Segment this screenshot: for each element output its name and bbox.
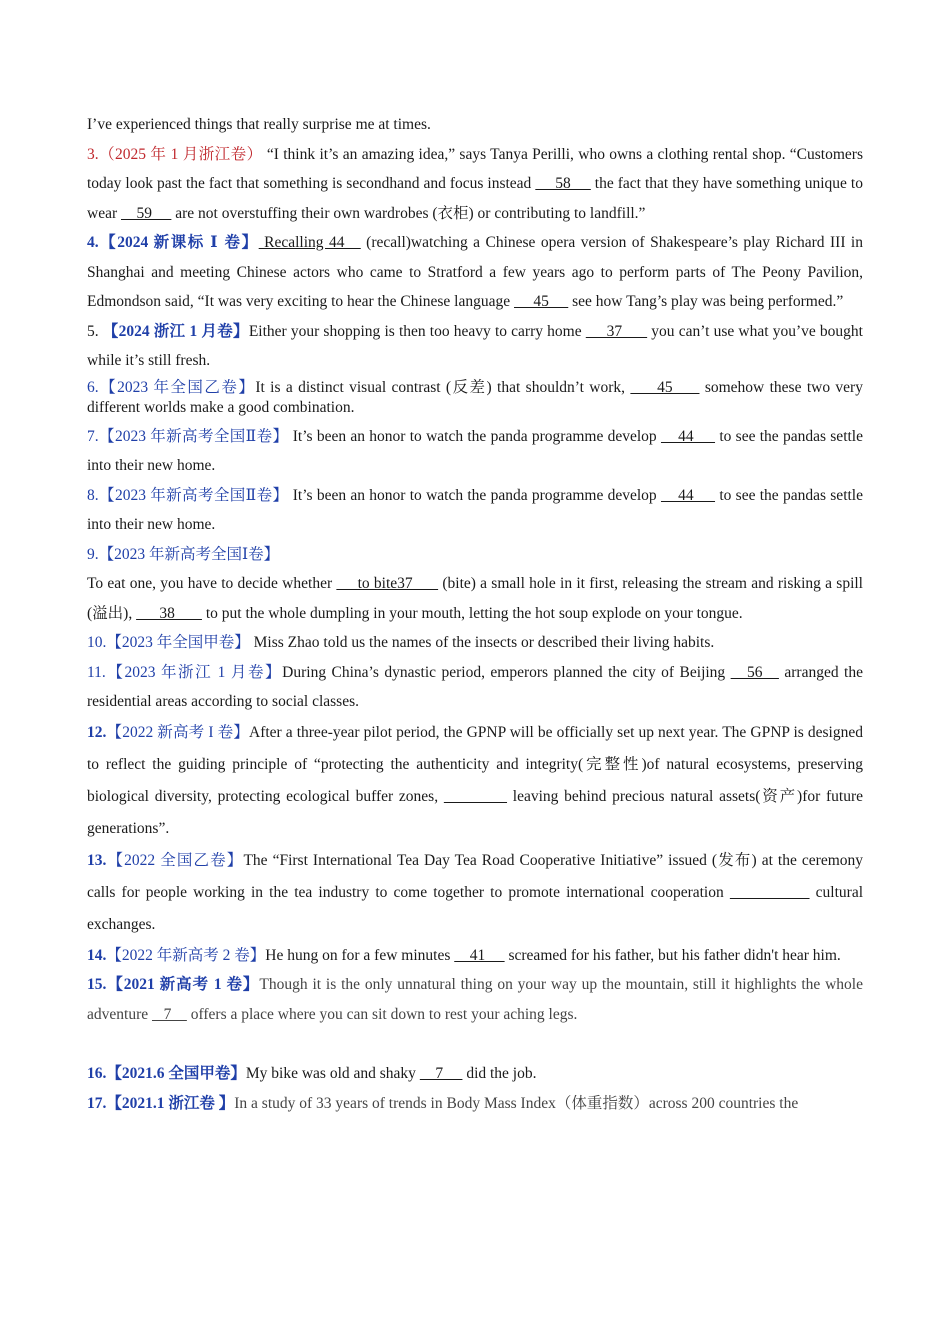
answer-blank: 45 — [514, 293, 569, 310]
question-17: 17.【2021.1 浙江卷 】In a study of 33 years of trends in Body Mass Index（体重指数）across 200 countries the — [87, 1094, 799, 1112]
question-9-body: To eat one, you have to decide whether to bite37 (bite) a small hole in it first, releasing the stream and risking a spill (溢出), 38 to put the whole dumpling in your mouth, letting the hot soup explode on your tongue. — [87, 575, 863, 622]
question-number: 17. — [87, 1094, 107, 1112]
question-9-heading — [87, 540, 863, 570]
question-number: 10. — [87, 634, 107, 651]
source-label: （2025 年 1 月浙江卷） — [98, 145, 263, 163]
source-label: 【2023 年新高考全国Ⅰ卷】 — [98, 545, 280, 563]
source-label: 【2022 年新高考 2 卷】 — [106, 946, 266, 964]
question-number: 7. — [87, 427, 99, 445]
source-label: 【2021.1 浙江卷 】 — [106, 1094, 235, 1112]
document-page — [87, 110, 863, 1118]
question-number: 3. — [87, 145, 99, 163]
answer-blank: 41 — [454, 946, 505, 964]
question-number: 16. — [87, 1065, 107, 1082]
question-12: 12.【2022 新高考 I 卷】After a three-year pilot period, the GPNP will be officially set up next year. The GPNP is designed to reflect the guiding principle of “protecting the authenticity and integrity(完整性)of natural ecosystems, preserving biological diversity, protecting ecological buffer zones, leaving behind precious natural assets(资产)for future generations”. — [87, 723, 864, 837]
source-label: 【2023 年全国乙卷】 — [98, 378, 256, 396]
source-label: 【2024 新课标 Ⅰ 卷】 — [98, 234, 259, 251]
question-3: 3.（2025 年 1 月浙江卷） “I think it’s an amazing idea,” says Tanya Perilli, who owns a clothing rental shop. “Customers today look past the fact that something is secondhand and focus instead 58 the fact that they have something unique to wear 59 are not overstuffing their own wardrobes (衣柜) or contributing to landfill.” — [87, 145, 863, 222]
answer-blank: 56 — [730, 663, 779, 681]
question-14: 14.【2022 年新高考 2 卷】He hung on for a few minutes 41 screamed for his father, but his father didn't hear him. — [87, 946, 841, 964]
spacer — [87, 1029, 863, 1059]
answer-blank: 7 — [419, 1065, 463, 1082]
source-label: 【2023 年新高考全国Ⅱ卷】 — [98, 427, 289, 445]
question-number: 15. — [87, 976, 107, 993]
source-label: 【2022 全国乙卷】 — [106, 851, 244, 869]
source-label: 【2023 年浙江 1 月卷】 — [105, 663, 283, 681]
answer-blank: 37 — [585, 322, 648, 340]
source-label: 【2023 年全国甲卷】 — [106, 634, 250, 651]
answer-blank: 58 — [535, 175, 591, 192]
question-5: 5. 【2024 浙江 1 月卷】Either your shopping is then too heavy to carry home 37 you can’t use what you’ve bought while it’s still fresh. — [87, 322, 863, 369]
answer-blank: 45 — [630, 378, 700, 396]
question-number: 4. — [87, 234, 99, 251]
answer-blank — [730, 884, 810, 901]
question-number: 12. — [87, 723, 107, 741]
question-number: 13. — [87, 851, 107, 869]
question-13: 13.【2022 全国乙卷】The “First International Tea Day Tea Road Cooperative Initiative” issued (发布) at the ceremony calls for people working in the tea industry to come together to promote international cooperation cultural exchanges. — [87, 851, 863, 933]
answer-blank: 44 — [660, 486, 716, 504]
source-label: 【2021 新高考 1 卷】 — [106, 976, 260, 993]
question-16: 16.【2021.6 全国甲卷】My bike was old and shaky 7 did the job. — [87, 1065, 537, 1082]
answer-blank: 38 — [136, 604, 202, 622]
source-label: 【2021.6 全国甲卷】 — [106, 1065, 246, 1082]
question-6: 6.【2023 年全国乙卷】It is a distinct visual contrast (反差) that shouldn’t work, 45 somehow these two very different worlds make a good combination. — [87, 378, 863, 416]
question-number: 5. — [87, 322, 103, 340]
question-8: 8.【2023 年新高考全国Ⅱ卷】 It’s been an honor to watch the panda programme develop 44 to see the pandas settle into their new home. — [87, 486, 863, 533]
intro-line: I’ve experienced things that really surprise me at times. — [87, 116, 431, 133]
answer-blank: Recalling 44 — [258, 234, 361, 251]
question-number: 6. — [87, 378, 99, 396]
source-label: 【2024 浙江 1 月卷】 — [102, 322, 249, 340]
answer-blank: 44 — [660, 427, 716, 445]
question-number: 11. — [87, 663, 106, 681]
question-number: 9. — [87, 545, 99, 563]
source-label: 【2023 年新高考全国Ⅱ卷】 — [98, 486, 289, 504]
answer-blank: to bite37 — [336, 575, 439, 592]
question-4: 4.【2024 新课标 Ⅰ 卷】 Recalling 44 (recall)watching a Chinese opera version of Shakespeare’s play Richard III in Shanghai and meeting Chinese actors who came to Stratford a few years ago to perform parts of The Peony Pavilion, Edmondson said, “It was very exciting to hear the Chinese language 45 see how Tang’s play was being performed.” — [87, 234, 863, 310]
source-label: 【2022 新高考 I 卷】 — [106, 723, 250, 741]
answer-blank: 59 — [121, 204, 172, 222]
answer-blank: 7 — [151, 1005, 187, 1023]
question-number: 8. — [87, 486, 99, 504]
question-10: 10.【2023 年全国甲卷】 Miss Zhao told us the names of the insects or described their living habits. — [87, 634, 715, 651]
question-11: 11.【2023 年浙江 1 月卷】During China’s dynastic period, emperors planned the city of Beijing 56 arranged the residential areas according to social classes. — [87, 663, 863, 710]
question-7: 7.【2023 年新高考全国Ⅱ卷】 It’s been an honor to watch the panda programme develop 44 to see the pandas settle into their new home. — [87, 427, 863, 474]
question-15: 15.【2021 新高考 1 卷】Though it is the only unnatural thing on your way up the mountain, still it highlights the whole adventure 7 offers a place where you can sit down to rest your aching legs. — [87, 976, 863, 1023]
question-number: 14. — [87, 946, 107, 964]
answer-blank — [444, 788, 507, 805]
